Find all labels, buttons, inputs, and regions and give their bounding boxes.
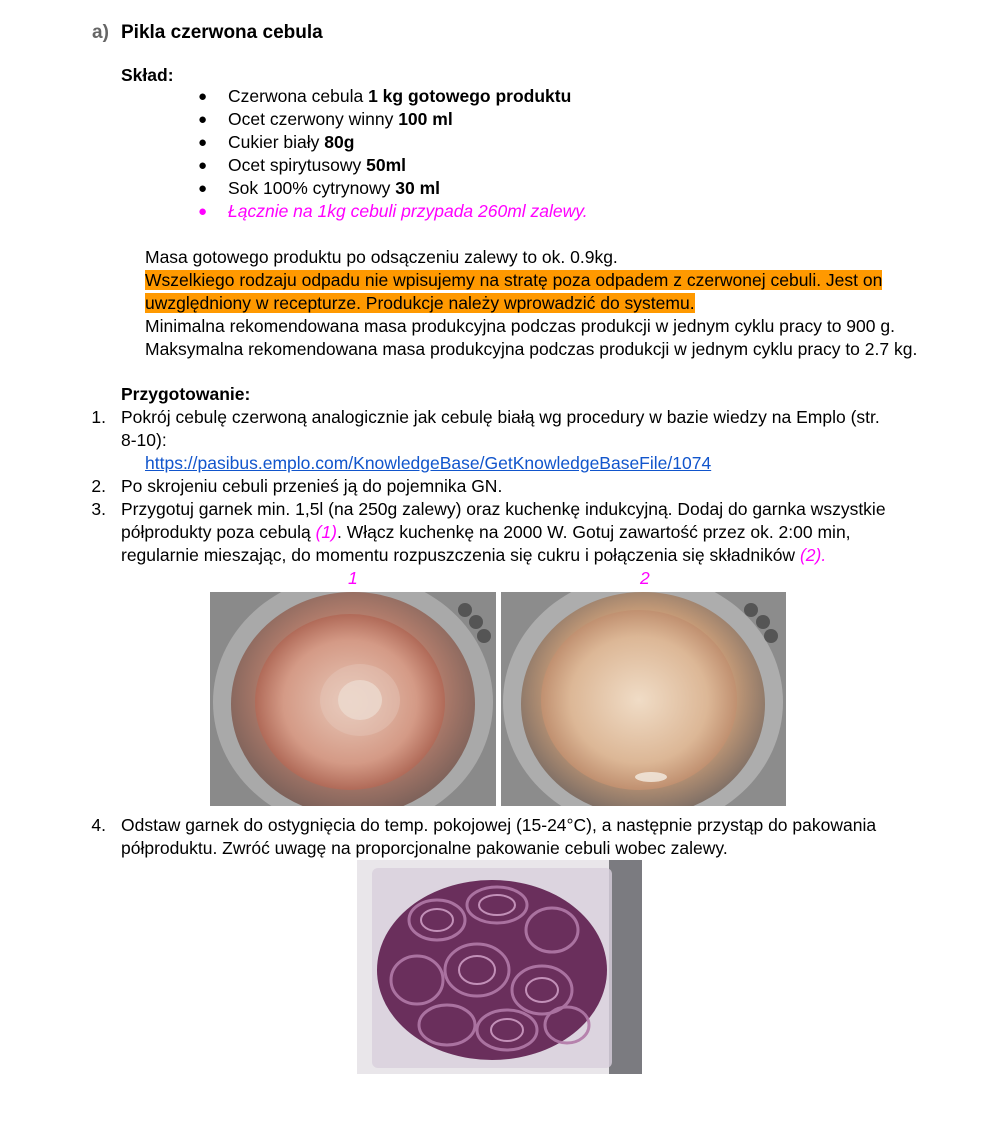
section-title: Pikla czerwona cebula — [121, 22, 323, 43]
pot-photo-2 — [501, 592, 786, 806]
step-number: 1. — [91, 407, 106, 427]
packed-onion-photo — [357, 860, 642, 1074]
step-number: 2. — [91, 476, 106, 496]
min-mass: Minimalna rekomendowana masa produkcyjna podczas produkcji w jednym cyklu pracy to 900 g. — [145, 316, 895, 336]
photo1-label: 1 — [348, 568, 358, 588]
pot-photo-1 — [210, 592, 496, 806]
ingredients-note: Łącznie na 1kg cebuli przypada 260ml zalewy. — [228, 201, 588, 221]
step3-line3: regularnie mieszając, do momentu rozpuszczenia się cukru i połączenia się składników (2). — [121, 545, 827, 565]
bullet-icon: ● — [198, 157, 208, 174]
bullet-icon: ● — [198, 134, 208, 151]
mass-after-drain: Masa gotowego produktu po odsączeniu zalewy to ok. 0.9kg. — [145, 247, 618, 267]
list-item: Sok 100% cytrynowy 30 ml — [228, 178, 441, 198]
list-item: Ocet czerwony winny 100 ml — [228, 109, 453, 129]
ingredients-heading: Skład: — [121, 65, 174, 85]
bullet-icon: ● — [198, 111, 208, 128]
max-mass: Maksymalna rekomendowana masa produkcyjna podczas produkcji w jednym cyklu pracy to 2.7 kg. — [145, 339, 918, 359]
bullet-icon: ● — [198, 203, 208, 220]
step4-line2: półproduktu. Zwróć uwagę na proporcjonalne pakowanie cebuli wobec zalewy. — [121, 838, 728, 858]
step-number: 3. — [91, 499, 106, 519]
list-item: Czerwona cebula 1 kg gotowego produktu — [228, 86, 572, 106]
step1-line2: 8-10): — [121, 430, 167, 450]
waste-note-line2: uwzględniony w recepturze. Produkcje należy wprowadzić do systemu. — [145, 293, 695, 313]
waste-note-line1: Wszelkiego rodzaju odpadu nie wpisujemy na stratę poza odpadem z czerwonej cebuli. Jest on — [145, 270, 883, 290]
step-number: 4. — [91, 815, 106, 835]
bullet-icon: ● — [198, 88, 208, 105]
knowledge-base-link[interactable]: https://pasibus.emplo.com/KnowledgeBase/GetKnowledgeBaseFile/1074 — [145, 453, 712, 473]
bullet-icon: ● — [198, 180, 208, 197]
list-item: Ocet spirytusowy 50ml — [228, 155, 406, 175]
step3-line1: Przygotuj garnek min. 1,5l (na 250g zalewy) oraz kuchenkę indukcyjną. Dodaj do garnka wszystkie — [121, 499, 886, 519]
preparation-heading: Przygotowanie: — [121, 384, 251, 404]
step2-text: Po skrojeniu cebuli przenieś ją do pojemnika GN. — [121, 476, 503, 496]
step3-line2: półprodukty poza cebulą (1). Włącz kuchenkę na 2000 W. Gotuj zawartość przez ok. 2:00 min, — [121, 522, 851, 542]
section-letter: a) — [92, 22, 109, 43]
step4-line1: Odstaw garnek do ostygnięcia do temp. pokojowej (15-24°C), a następnie przystąp do pakowania — [121, 815, 877, 835]
step1-line1: Pokrój cebulę czerwoną analogicznie jak cebulę białą wg procedury w bazie wiedzy na Emplo (str. — [121, 407, 880, 427]
photo2-label: 2 — [640, 568, 650, 588]
list-item: Cukier biały 80g — [228, 132, 355, 152]
